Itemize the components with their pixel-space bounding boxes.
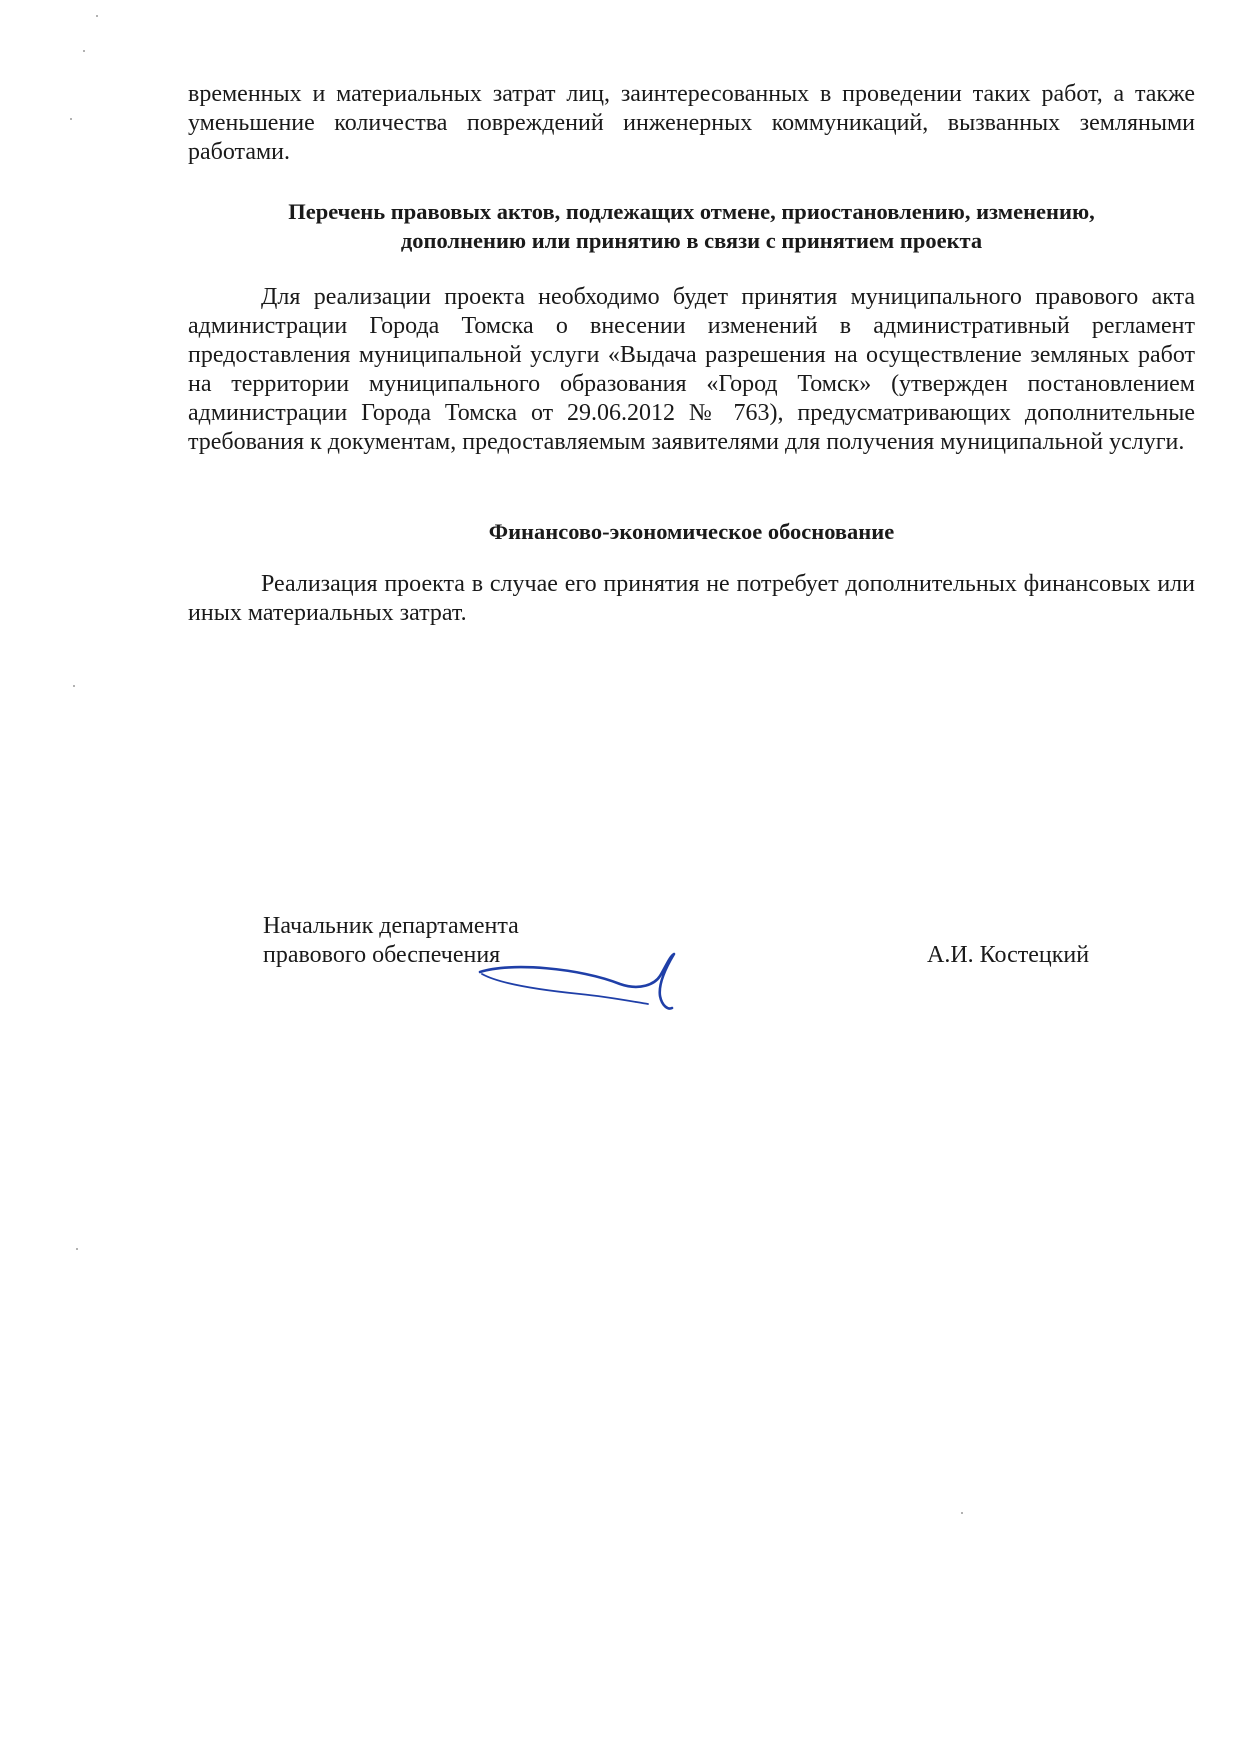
signatory-position-line2: правового обеспечения <box>263 942 501 968</box>
section-heading-legal-acts-line1: Перечень правовых актов, подлежащих отмене, приостановлению, изменению, <box>288 199 1095 224</box>
section-heading-legal-acts <box>188 197 1195 255</box>
scan-speck <box>961 1512 963 1514</box>
scan-speck <box>73 685 75 687</box>
legal-acts-paragraph: Для реализации проекта необходимо будет принятия муниципального правового акта администрации Города Томска о внесении изменений в административный регламент предоставления муниципальной услуги «Выдача разрешения на осуществление земляных работ на территории муниципального образования «Город Томск» (утвержден постановлением администрации Города Томска от 29.06.2012 № 763), предусматривающих дополнительные требования к документам, предоставляемым заявителями для получения муниципальной услуги. <box>188 284 1195 455</box>
scan-speck <box>70 118 72 120</box>
scan-speck <box>76 1248 78 1250</box>
financial-paragraph: Реализация проекта в случае его принятия не потребует дополнительных финансовых или иных материальных затрат. <box>188 571 1195 626</box>
scan-speck <box>83 50 85 52</box>
signatory-position-line1: Начальник департамента <box>263 913 519 939</box>
section-heading-legal-acts-line2: дополнению или принятию в связи с принятием проекта <box>400 228 983 253</box>
scan-speck <box>96 15 98 17</box>
intro-paragraph: временных и материальных затрат лиц, заинтересованных в проведении таких работ, а также уменьшение количества повреждений инженерных коммуникаций, вызванных земляными работами. <box>188 81 1195 165</box>
signatory-name: А.И. Костецкий <box>927 942 1090 968</box>
section-heading-financial: Финансово-экономическое обоснование <box>488 519 895 544</box>
handwritten-signature <box>470 950 710 1030</box>
